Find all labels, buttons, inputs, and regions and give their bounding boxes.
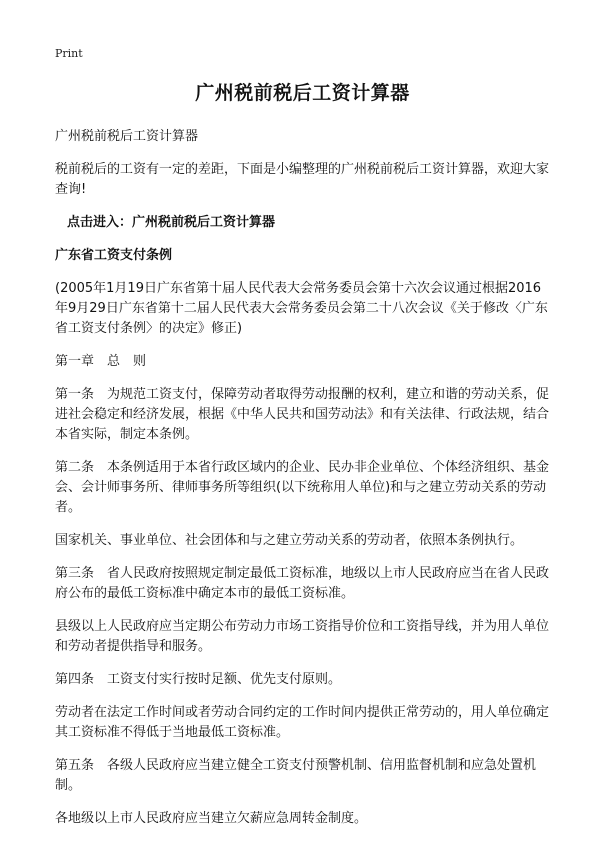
section-heading: 广东省工资支付条例 [55, 248, 173, 263]
article-2: 第二条 本条例适用于本省行政区域内的企业、民办非企业单位、个体经济组织、基金会、会计师事务所、律师事务所等组织(以下统称用人单位)和与之建立劳动关系的劳动者。 [55, 460, 550, 515]
article-4-clause: 劳动者在法定工作时间或者劳动合同约定的工作时间内提供正常劳动的，用人单位确定其工资标准不得低于当地最低工资标准。 [55, 705, 550, 740]
page-title: 广州税前税后工资计算器 [195, 82, 410, 104]
article-5-clause: 各地级以上市人民政府应当建立欠薪应急周转金制度。 [55, 811, 368, 826]
print-link[interactable]: Print [55, 47, 83, 60]
article-3: 第三条 省人民政府按照规定制定最低工资标准，地级以上市人民政府应当在省人民政府公布的最低工资标准中确定本市的最低工资标准。 [55, 566, 550, 601]
intro-paragraph: 税前税后的工资有一定的差距，下面是小编整理的广州税前税后工资计算器，欢迎大家查询! [55, 162, 550, 197]
article-1: 第一条 为规范工资支付，保障劳动者取得劳动报酬的权利，建立和谐的劳动关系，促进社会稳定和经济发展，根据《中华人民共和国劳动法》和有关法律、行政法规，结合本省实际，制定本条例。 [55, 387, 550, 442]
article-4: 第四条 工资支付实行按时足额、优先支付原则。 [55, 672, 342, 687]
article-2-clause: 国家机关、事业单位、社会团体和与之建立劳动关系的劳动者，依照本条例执行。 [55, 533, 524, 548]
chapter-heading: 第一章 总 则 [55, 354, 147, 369]
intro-heading: 广州税前税后工资计算器 [55, 129, 199, 144]
document-body [55, 78, 550, 842]
article-5: 第五条 各级人民政府应当建立健全工资支付预警机制、信用监督机制和应急处置机制。 [55, 758, 537, 793]
article-3-clause: 县级以上人民政府应当定期公布劳动力市场工资指导价位和工资指导线，并为用人单位和劳动者提供指导和服务。 [55, 619, 550, 654]
calculator-link[interactable]: 点击进入：广州税前税后工资计算器 [67, 215, 276, 230]
regulation-note: (2005年1月19日广东省第十届人民代表大会常务委员会第十六次会议通过根据2016年9月29日广东省第十二届人民代表大会常务委员会第二十八次会议《关于修改〈广东省工资支付条例〉的决定》修正) [55, 281, 548, 336]
